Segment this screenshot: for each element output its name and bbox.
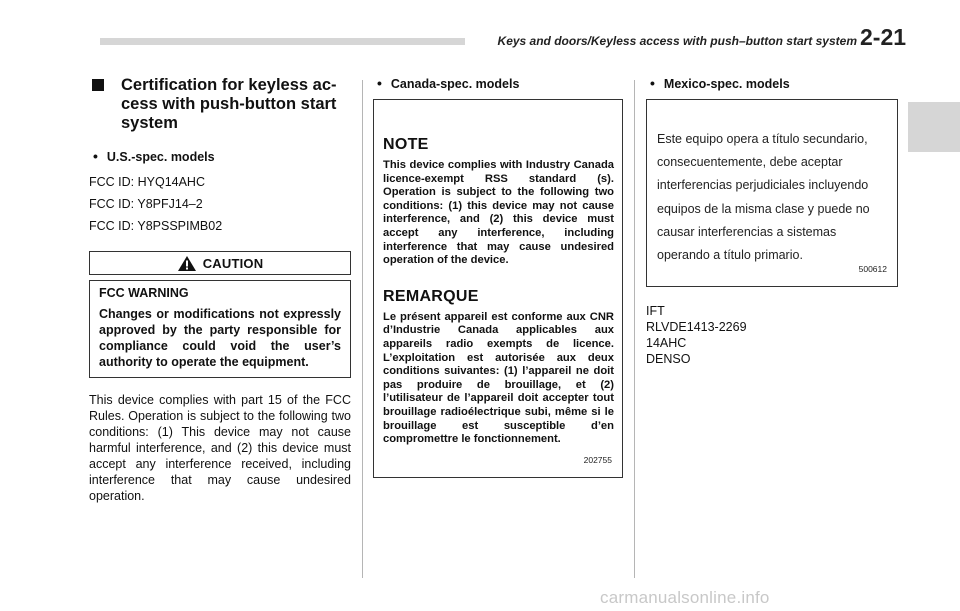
warning-title: FCC WARNING	[99, 286, 189, 300]
fcc-id: FCC ID: Y8PFJ14–2	[89, 197, 203, 211]
watermark: carmanualsonline.info	[600, 588, 770, 607]
fcc-id: FCC ID: HYQ14AHC	[89, 175, 205, 189]
fcc-id: FCC ID: Y8PSSPIMB02	[89, 219, 223, 233]
running-header-title: Keys and doors/Keyless access with push–button start system	[465, 34, 863, 48]
bullet-icon: •	[377, 75, 382, 91]
section-heading-line: cess with push-button start	[121, 95, 337, 113]
section-heading	[89, 76, 351, 133]
fcc-id-list	[89, 174, 351, 234]
canada-spec-heading: • Canada-spec. models	[377, 75, 520, 91]
caution-label: CAUTION	[202, 255, 264, 271]
mexico-label-line: consecuentemente, debe aceptar	[657, 155, 843, 170]
figure-code: 500612	[858, 264, 887, 274]
mexico-label-line: equipos de la misma clase y puede no	[657, 201, 870, 216]
column-divider-1	[362, 80, 363, 578]
column-divider-2	[634, 80, 635, 578]
middle-column	[373, 75, 623, 478]
remarque-title: REMARQUE	[383, 287, 479, 305]
mexico-label-line: causar interferencias a sistemas	[657, 224, 837, 239]
bullet-icon: •	[650, 75, 655, 91]
mexico-label-line: operando a título primario.	[657, 248, 803, 263]
chapter-side-tab	[908, 102, 960, 152]
note-title: NOTE	[383, 136, 429, 153]
section-heading-line: system	[121, 114, 178, 132]
fcc-warning-box	[89, 280, 351, 378]
left-column	[89, 78, 351, 504]
info-line: RLVDE1413-2269	[646, 320, 747, 334]
compliance-paragraph: This device complies with part 15 of the FCC Rules. Operation is subject to the following two conditions: (1) This device may not cause harmful interference, and (2) this device must accept any interference received, including interference that may cause undesired operation.	[89, 393, 351, 503]
mexico-label-image	[646, 99, 898, 287]
canada-label-image	[373, 99, 623, 478]
info-line: 14AHC	[646, 336, 687, 350]
bullet-icon: •	[93, 148, 98, 164]
mexico-label-line: interferencias perjudiciales incluyendo	[657, 178, 869, 193]
caution-banner	[89, 251, 351, 275]
page-number: 2-21	[860, 24, 907, 50]
mexico-spec-heading: • Mexico-spec. models	[650, 75, 790, 91]
note-text: This device complies with Industry Canada licence-exempt RSS standard (s). Operation is subject to the following two conditions: (1) this device may not cause interference, and (2) this device must accept any interference, including interference that may cause undesired operation of the device.	[383, 159, 614, 267]
warning-text: Changes or modifications not expressly approved by the party responsible for compliance could void the user’s authority to operate the equipment.	[99, 307, 341, 369]
info-line: DENSO	[646, 352, 691, 366]
figure-code: 202755	[583, 455, 612, 465]
us-spec-heading: • U.S.-spec. models	[93, 148, 215, 164]
remarque-text: Le présent appareil est conforme aux CNR d’Industrie Canada applicables aux appareils radio exempts de licence. L’exploitation est autorisée aux deux conditions suivantes: (1) l’appareil ne doit pas produire de brouillage, et (2) l’utilisateur de l’appareil doit accepter tout brouillage radioélectrique subi, même si le brouillage est susceptible d’en compromettre le fonctionnement.	[383, 310, 614, 446]
mexico-label-line: Este equipo opera a título secundario,	[657, 132, 868, 146]
section-square-icon	[92, 79, 104, 91]
info-line: IFT	[646, 304, 665, 318]
warning-triangle-icon	[177, 255, 197, 272]
right-column	[646, 75, 898, 367]
mexico-info-list	[646, 303, 898, 367]
section-heading-line: Certification for keyless ac-	[121, 76, 337, 94]
